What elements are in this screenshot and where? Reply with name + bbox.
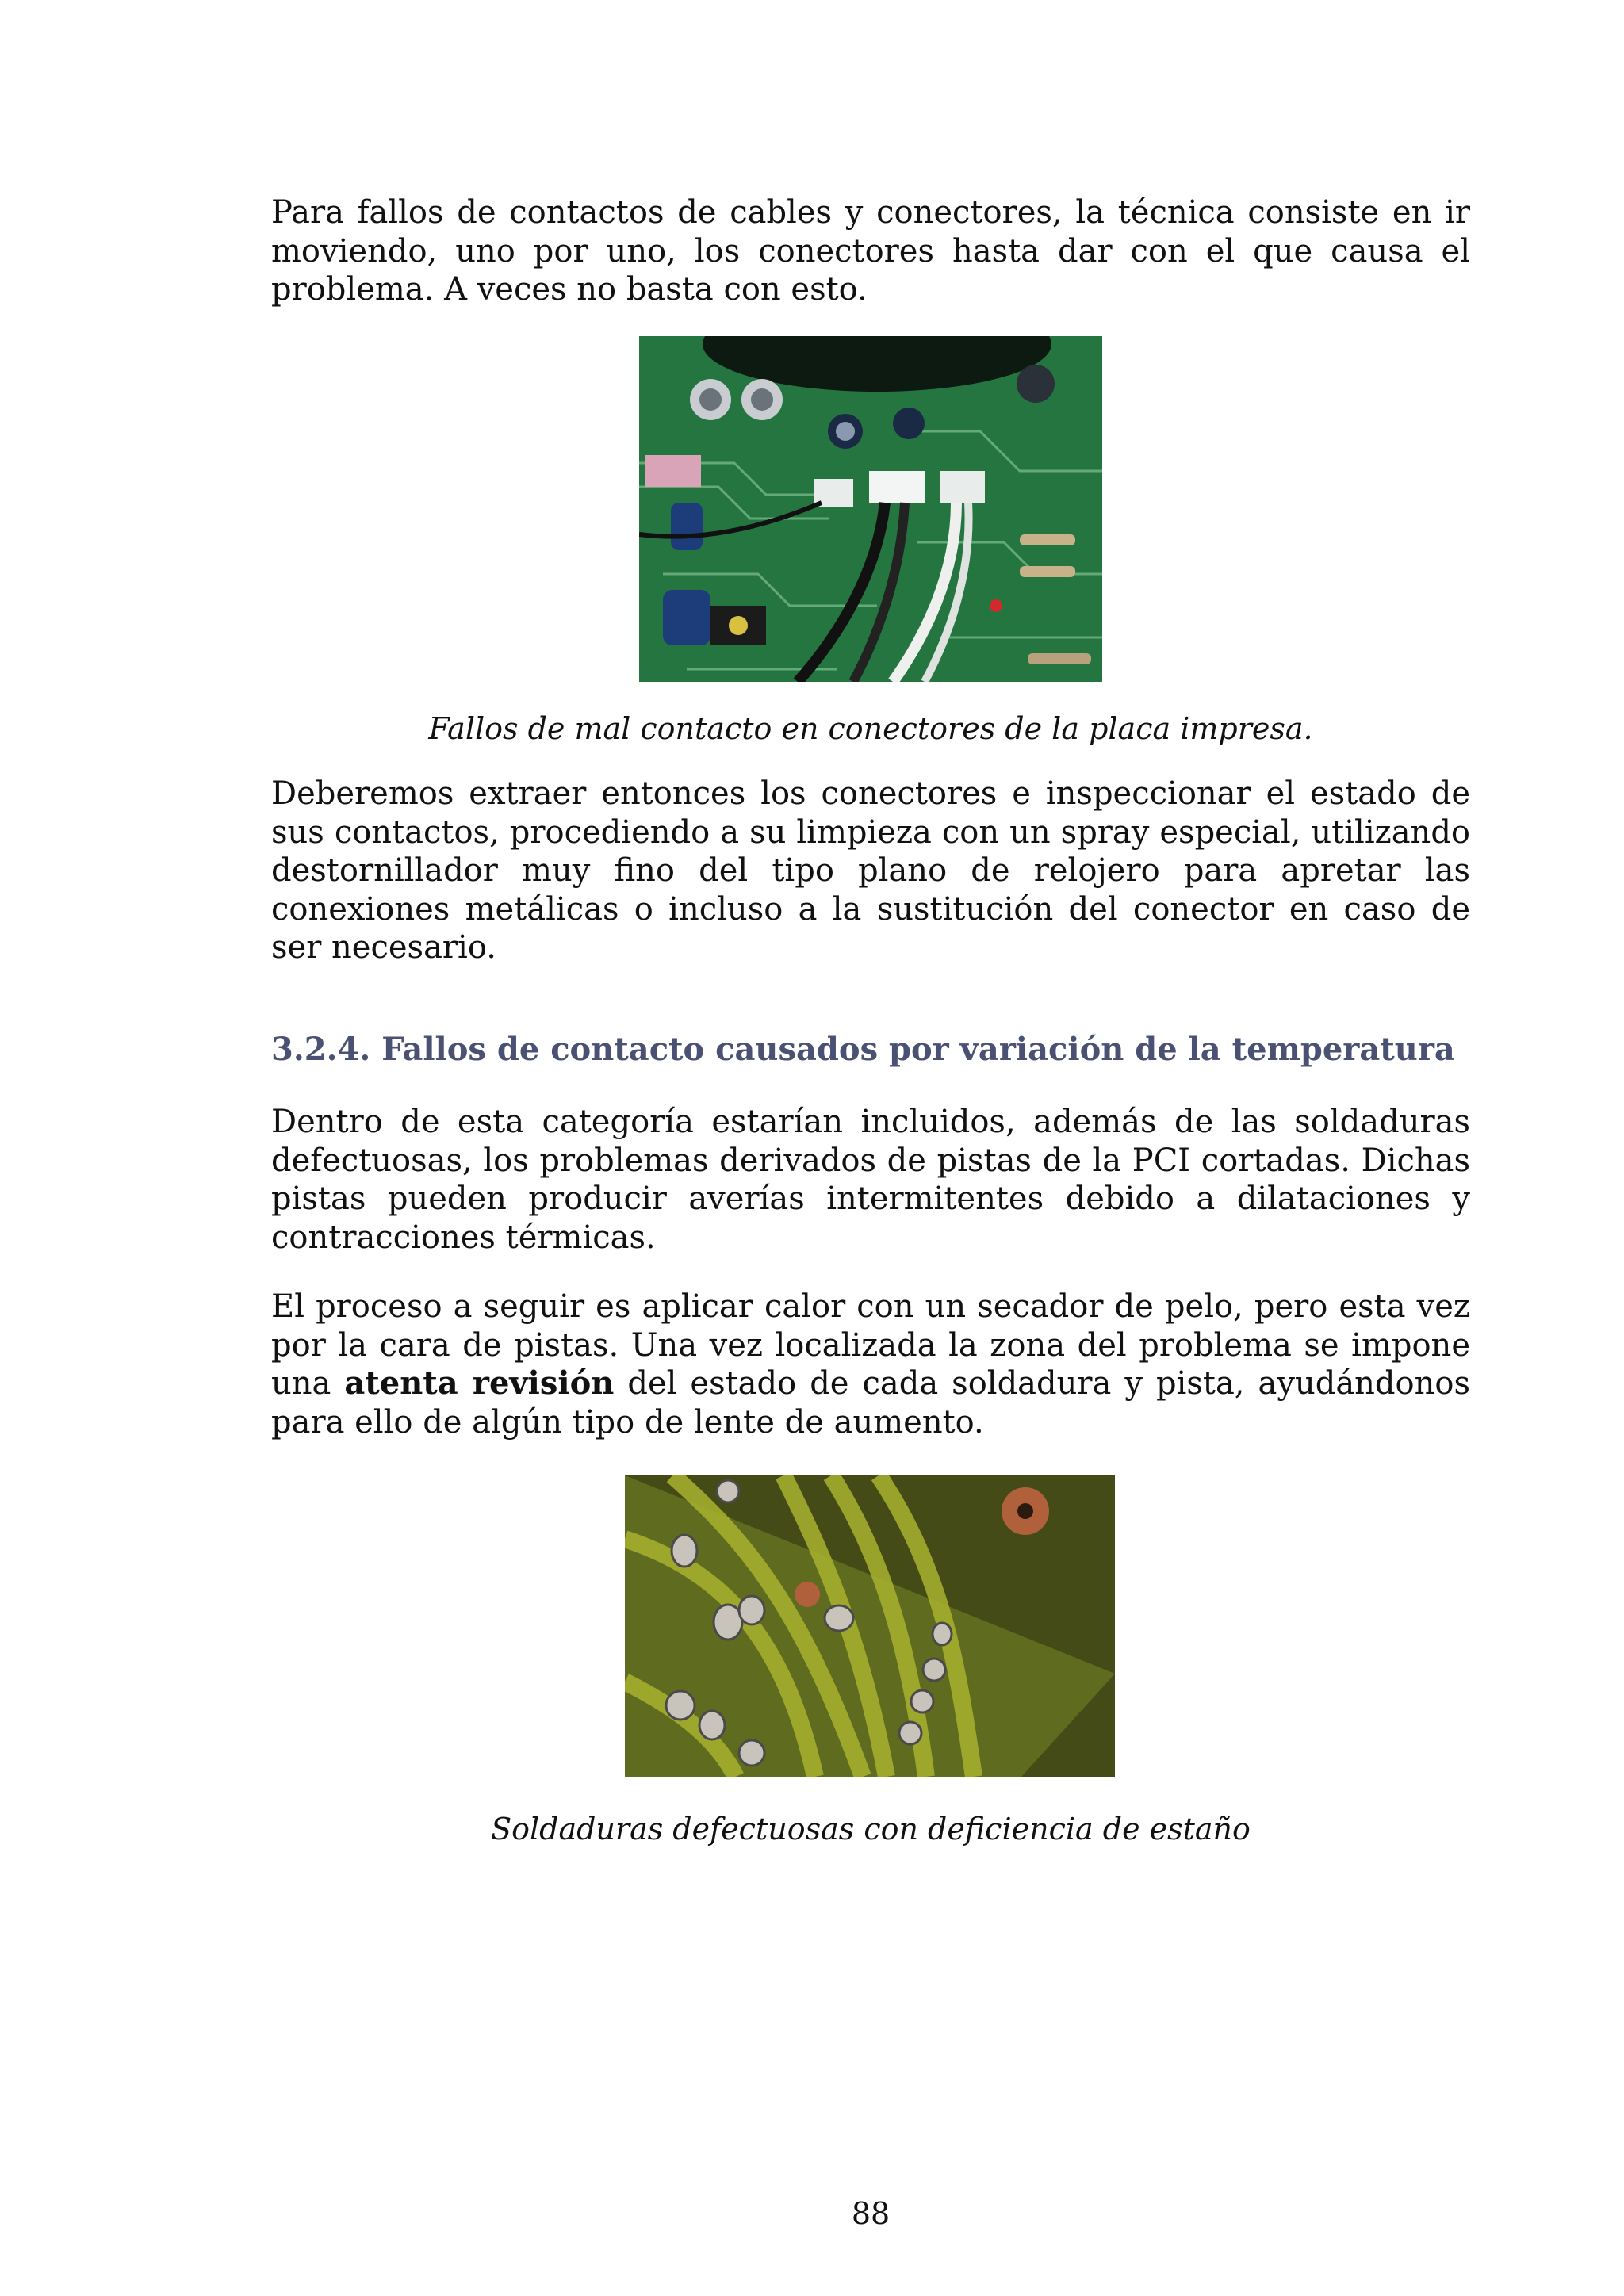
paragraph-connector-cleaning: Deberemos extraer entonces los conectores e inspeccionar el estado de sus contactos, procediendo a su limpieza con un spray especial, utilizando destornillador muy fino del tipo plano de relojero para apretar las conexiones metálicas o incluso a la sustitución del conector en caso de ser necesario. [271, 775, 1470, 966]
paragraph-text-after: del estado de cada soldadura y pista, ayudándonos para ello de algún tipo de lente de aumento. [271, 1365, 1470, 1441]
defective-solder-joints-photo [625, 1475, 1115, 1777]
page-number: 88 [851, 2196, 891, 2231]
paragraph-inspection-process [271, 1288, 1470, 1441]
figure-1-caption: Fallos de mal contacto en conectores de la placa impresa. [428, 711, 1313, 746]
circuit-board-connectors-image [639, 336, 1102, 682]
paragraph-temperature-category: Dentro de esta categoría estarían incluidos, además de las soldaduras defectuosas, los problemas derivados de pistas de la PCI cortadas. Dichas pistas pueden producir averías intermitentes debido a dilataciones y contracciones térmicas. [271, 1104, 1470, 1256]
emphasis-text: atenta revisión [344, 1364, 615, 1402]
defective-solder-joints-image [625, 1475, 1115, 1777]
paragraph-connector-faults: Para fallos de contactos de cables y conectores, la técnica consiste en ir moviendo, uno por uno, los conectores hasta dar con el que causa el problema. A veces no basta con esto. [271, 194, 1470, 308]
section-heading: 3.2.4. Fallos de contacto causados por variación de la temperatura [271, 1031, 1455, 1068]
figure-2-caption: Soldaduras defectuosas con deficiencia de estaño [491, 1812, 1251, 1846]
paragraph-text-before: El proceso a seguir es aplicar calor con un secador de pelo, pero esta vez por la cara de pistas. Una vez localizada la zona del problema se impone una [271, 1288, 1470, 1402]
circuit-board-connectors-photo [639, 336, 1102, 682]
